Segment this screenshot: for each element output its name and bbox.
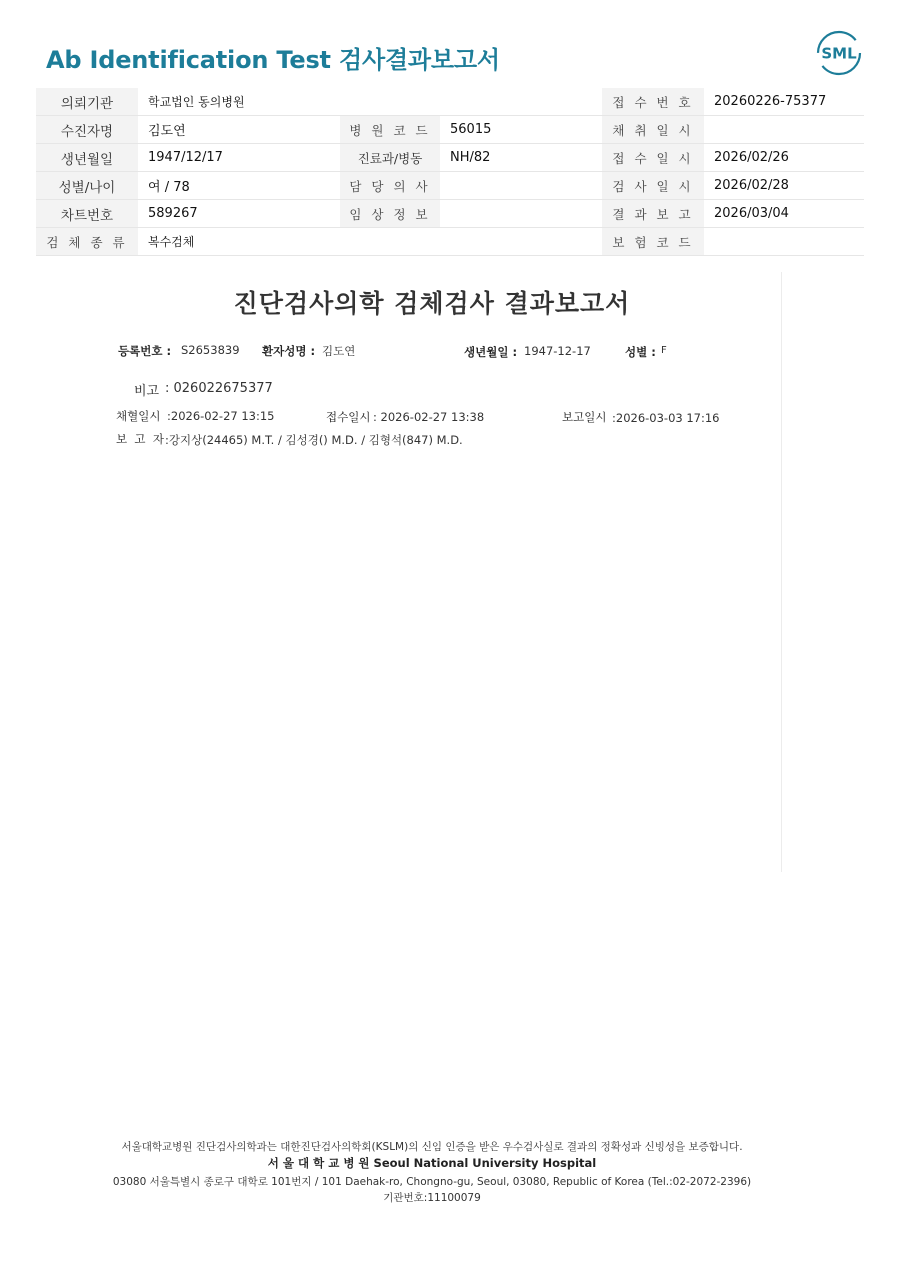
info-row [36, 144, 864, 172]
value-insurance-code [704, 228, 864, 256]
reporter-value: :강지상(24465) M.T. / 김성경() M.D. / 김형석(847) M.D. [165, 433, 463, 447]
footer-hospital-name: 서 울 대 학 교 병 원 Seoul National University Hospital [267, 1156, 597, 1170]
label-test-date: 검 사 일 시 [602, 172, 704, 200]
reporter-label: 보 고 자 [116, 432, 164, 446]
label-department-ward: 진료과/병동 [340, 144, 440, 172]
report-title: 진단검사의학 검체검사 결과보고서 [233, 289, 631, 318]
value-receipt-date: 2026/02/26 [704, 144, 864, 172]
info-row [36, 200, 864, 228]
value-birth-date: 1947/12/17 [138, 144, 340, 172]
logo-text: SML [821, 44, 857, 63]
scan-edge-line [781, 272, 782, 872]
value-collection-time [704, 116, 864, 144]
value-department-ward: NH/82 [440, 144, 602, 172]
patient-name-value: 김도연 [322, 344, 356, 358]
receive-time-label: 접수일시 [326, 410, 371, 424]
footer-certification: 서울대학교병원 진단검사의학과는 대한진단검사의학회(KSLM)의 신임 인증을 받은 우수검사실로 결과의 정확성과 신빙성을 보증합니다. [121, 1141, 743, 1153]
dob-value: 1947-12-17 [524, 344, 591, 358]
label-accession-no: 접 수 번 호 [602, 88, 704, 116]
value-test-date: 2026/02/28 [704, 172, 864, 200]
label-insurance-code: 보 험 코 드 [602, 228, 704, 256]
info-row [36, 172, 864, 200]
value-patient-name: 김도연 [138, 116, 340, 144]
label-requesting-institution: 의뢰기관 [36, 88, 138, 116]
value-clinical-info [440, 200, 602, 228]
label-clinical-info: 임 상 정 보 [340, 200, 440, 228]
value-hospital-code: 56015 [440, 116, 602, 144]
reg-no-label: 등록번호 : [118, 344, 172, 358]
label-birth-date: 생년월일 [36, 144, 138, 172]
sml-logo [815, 29, 863, 77]
patient-name-label: 환자성명 : [262, 344, 316, 358]
label-attending-doctor: 담 당 의 사 [340, 172, 440, 200]
label-result-report: 결 과 보 고 [602, 200, 704, 228]
label-sex-age: 성별/나이 [36, 172, 138, 200]
value-accession-no: 20260226-75377 [704, 88, 864, 116]
footer-institution-no: 기관번호:11100079 [383, 1192, 481, 1204]
info-row [36, 88, 864, 116]
info-table [36, 88, 864, 256]
sex-label: 성별 : [625, 345, 656, 359]
value-chart-no: 589267 [138, 200, 340, 228]
report-time-value: :2026-03-03 17:16 [612, 411, 720, 425]
receive-time-value: : 2026-02-27 13:38 [373, 410, 485, 424]
sex-value: F [661, 345, 667, 356]
collect-time-label: 채혈일시 [116, 409, 161, 423]
label-receipt-date: 접 수 일 시 [602, 144, 704, 172]
label-hospital-code: 병 원 코 드 [340, 116, 440, 144]
info-row [36, 228, 864, 256]
value-attending-doctor [440, 172, 602, 200]
label-patient-name: 수진자명 [36, 116, 138, 144]
value-sex-age: 여 / 78 [138, 172, 340, 200]
report-time-label: 보고일시 [562, 410, 607, 424]
value-result-report: 2026/03/04 [704, 200, 864, 228]
remark-label: 비고 [134, 384, 160, 399]
value-specimen-type: 복수검체 [138, 228, 602, 256]
dob-label: 생년월일 : [464, 345, 518, 359]
value-requesting-institution: 학교법인 동의병원 [138, 88, 602, 116]
label-chart-no: 차트번호 [36, 200, 138, 228]
collect-time-value: :2026-02-27 13:15 [167, 409, 275, 423]
info-row [36, 116, 864, 144]
label-collection-time: 채 취 일 시 [602, 116, 704, 144]
remark-value: : 026022675377 [165, 381, 273, 396]
page-title: Ab Identification Test 검사결과보고서 [46, 46, 500, 74]
reg-no-value: S2653839 [181, 343, 240, 357]
footer-address: 03080 서울특별시 종로구 대학로 101번지 / 101 Daehak-ro, Chongno-gu, Seoul, 03080, Republic of Korea (Tel.:02-2072-2396) [112, 1176, 752, 1188]
scanned-report [0, 262, 900, 1271]
label-specimen-type: 검 체 종 류 [36, 228, 138, 256]
